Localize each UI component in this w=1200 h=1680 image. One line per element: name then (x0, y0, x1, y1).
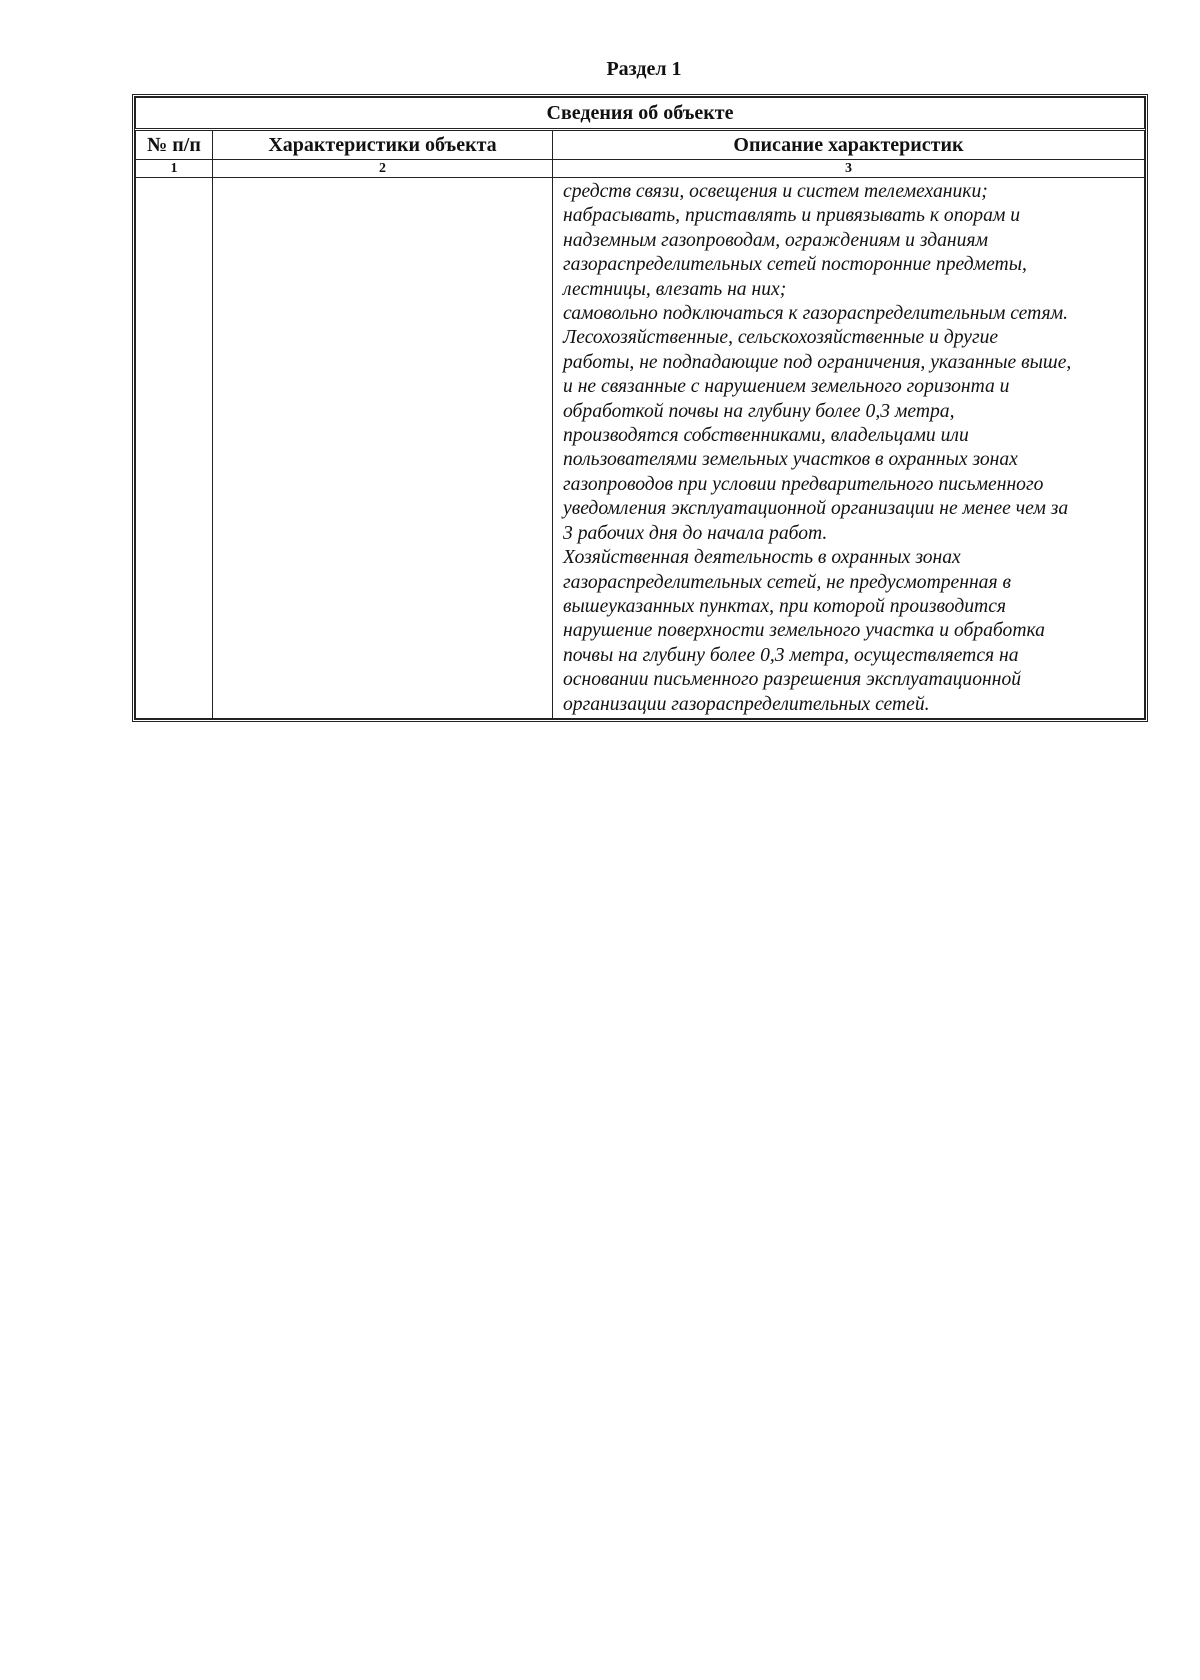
description-line: Хозяйственная деятельность в охранных зонах (563, 547, 961, 569)
row-number-cell (136, 178, 213, 719)
description-line: набрасывать, приставлять и привязывать к опорам и (563, 205, 1021, 227)
header-row (136, 130, 1145, 160)
info-table (135, 97, 1145, 719)
table-caption: Сведения об объекте (136, 98, 1145, 130)
description-line: средств связи, освещения и систем телемеханики; (563, 181, 988, 202)
header-description: Описание характеристик (553, 130, 1145, 160)
description-line: газораспределительных сетей, не предусмотренная в (563, 571, 1011, 593)
description-line: почвы на глубину более 0,3 метра, осуществляется на (563, 644, 1019, 666)
description-line: 3 рабочих дня до начала работ. (563, 522, 828, 544)
description-line: лестницы, влезать на них; (563, 278, 787, 300)
column-number-1: 1 (136, 160, 213, 178)
description-line: организации газораспределительных сетей. (563, 693, 930, 715)
row-characteristic-cell (213, 178, 553, 719)
description-line: и не связанные с нарушением земельного горизонта и (563, 376, 1010, 398)
description-line: работы, не подпадающие под ограничения, указанные выше, (563, 351, 1072, 373)
description-line: газопроводов при условии предварительного письменного (563, 473, 1044, 495)
table-row (136, 178, 1145, 719)
description-line: Лесохозяйственные, сельскохозяйственные и другие (563, 327, 999, 349)
description-line: нарушение поверхности земельного участка и обработка (563, 620, 1045, 642)
description-line: основании письменного разрешения эксплуатационной (563, 669, 1022, 691)
column-number-3: 3 (553, 160, 1145, 178)
header-number: № п/п (136, 130, 213, 160)
column-number-row (136, 160, 1145, 178)
description-line: газораспределительных сетей посторонние предметы, (563, 254, 1027, 276)
description-line: самовольно подключаться к газораспределительным сетям. (563, 303, 1069, 325)
description-line: уведомления эксплуатационной организации не менее чем за (563, 498, 1069, 520)
header-characteristics: Характеристики объекта (213, 130, 553, 160)
info-table-frame (132, 94, 1148, 722)
row-description-cell (553, 178, 1145, 719)
description-line: обработкой почвы на глубину более 0,3 метра, (563, 400, 955, 422)
description-line: пользователями земельных участков в охранных зонах (563, 449, 1018, 471)
description-line: производятся собственниками, владельцами или (563, 425, 969, 447)
column-number-2: 2 (213, 160, 553, 178)
description-line: вышеуказанных пунктах, при которой производится (563, 595, 1007, 617)
description-line: надземным газопроводам, ограждениям и зданиям (563, 229, 989, 251)
page-title: Раздел 1 (606, 58, 682, 80)
